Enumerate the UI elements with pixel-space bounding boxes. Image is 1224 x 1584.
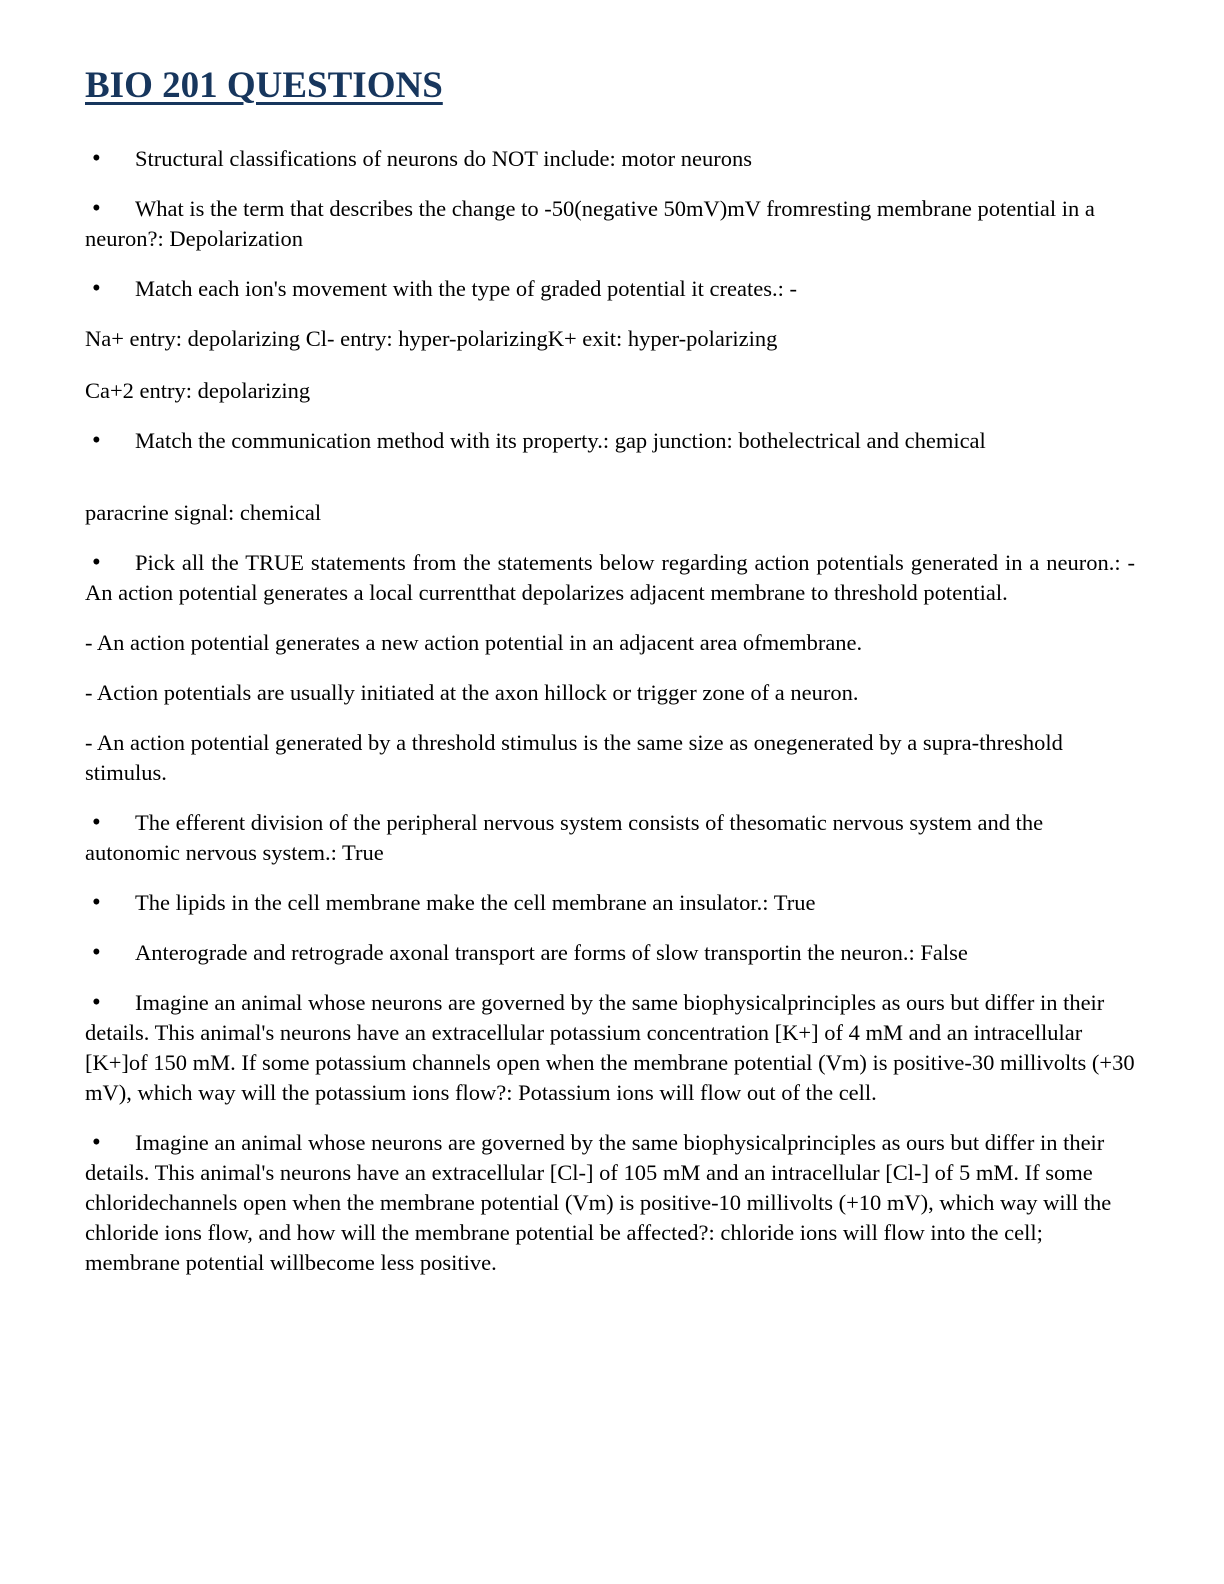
- bullet-item: [85, 144, 1135, 174]
- bullet-item: [85, 194, 1135, 254]
- paragraph: [85, 324, 1135, 354]
- bullet-item: [85, 888, 1135, 918]
- bullet-item: [85, 1128, 1135, 1278]
- paragraph: [85, 728, 1135, 788]
- bullet-icon: •: [92, 145, 101, 172]
- bullet-icon: •: [92, 549, 101, 576]
- bullet-item-text: Imagine an animal whose neurons are governed by the same biophysicalprinciples as ours but differ in their details. This animal's neurons have an extracellular potassium concentration [K+] of 4 mM and an intracellular [K+]of 150 mM. If some potassium channels open when the membrane potential (Vm) is positive-30 millivolts (+30 mV), which way will the potassium ions flow?: Potassium ions will flow out of the cell.: [85, 990, 1135, 1105]
- paragraph-text: - An action potential generates a new action potential in an adjacent area ofmembrane.: [85, 630, 863, 655]
- paragraph: [85, 376, 1135, 406]
- paragraph-text: paracrine signal: chemical: [85, 500, 322, 525]
- page-title: [85, 64, 1135, 108]
- bullet-item: [85, 988, 1135, 1108]
- bullet-icon: •: [92, 809, 101, 836]
- paragraph-text: Ca+2 entry: depolarizing: [85, 378, 311, 403]
- page-title-text: BIO 201 QUESTIONS: [85, 65, 443, 106]
- bullet-item: [85, 426, 1135, 456]
- paragraph: [85, 678, 1135, 708]
- bullet-icon: •: [92, 889, 101, 916]
- bullet-item: [85, 808, 1135, 868]
- bullet-item-text: What is the term that describes the change to -50(negative 50mV)mV fromresting membrane potential in a neuron?: Depolarization: [85, 196, 1095, 251]
- bullet-icon: •: [92, 427, 101, 454]
- paragraph-text: Na+ entry: depolarizing Cl- entry: hyper-polarizingK+ exit: hyper-polarizing: [85, 326, 778, 351]
- bullet-item-text: The lipids in the cell membrane make the cell membrane an insulator.: True: [135, 890, 816, 915]
- bullet-icon: •: [92, 939, 101, 966]
- bullet-icon: •: [92, 195, 101, 222]
- bullet-item-text: Pick all the TRUE statements from the statements below regarding action potentials generated in a neuron.: - An action potential generates a local currentthat depolarizes adjacent membrane to threshold potential.: [85, 550, 1135, 605]
- paragraph: [85, 628, 1135, 658]
- bullet-item-text: Anterograde and retrograde axonal transport are forms of slow transportin the neuron.: False: [135, 940, 968, 965]
- bullet-icon: •: [92, 275, 101, 302]
- bullet-item-text: Match the communication method with its property.: gap junction: bothelectrical and chemical: [135, 428, 986, 453]
- bullet-item-text: Match each ion's movement with the type of graded potential it creates.: -: [135, 276, 797, 301]
- bullet-item: [85, 274, 1135, 304]
- bullet-icon: •: [92, 1129, 101, 1156]
- bullet-item: [85, 548, 1135, 608]
- bullet-item: [85, 938, 1135, 968]
- paragraph-text: - An action potential generated by a threshold stimulus is the same size as onegenerated by a supra-threshold stimulus.: [85, 730, 1063, 785]
- paragraph-text: - Action potentials are usually initiated at the axon hillock or trigger zone of a neuron.: [85, 680, 859, 705]
- paragraph: [85, 498, 1135, 528]
- bullet-item-text: The efferent division of the peripheral nervous system consists of thesomatic nervous system and the autonomic nervous system.: True: [85, 810, 1044, 865]
- bullet-icon: •: [92, 989, 101, 1016]
- bullet-item-text: Imagine an animal whose neurons are governed by the same biophysicalprinciples as ours but differ in their details. This animal's neurons have an extracellular [Cl-] of 105 mM and an intracellular [Cl-] of 5 mM. If some chloridechannels open when the membrane potential (Vm) is positive-10 millivolts (+10 mV), which way will the chloride ions flow, and how will the membrane potential be affected?: chloride ions will flow into the cell; membrane potential willbecome less positive.: [85, 1130, 1112, 1275]
- bullet-item-text: Structural classifications of neurons do NOT include: motor neurons: [135, 146, 752, 171]
